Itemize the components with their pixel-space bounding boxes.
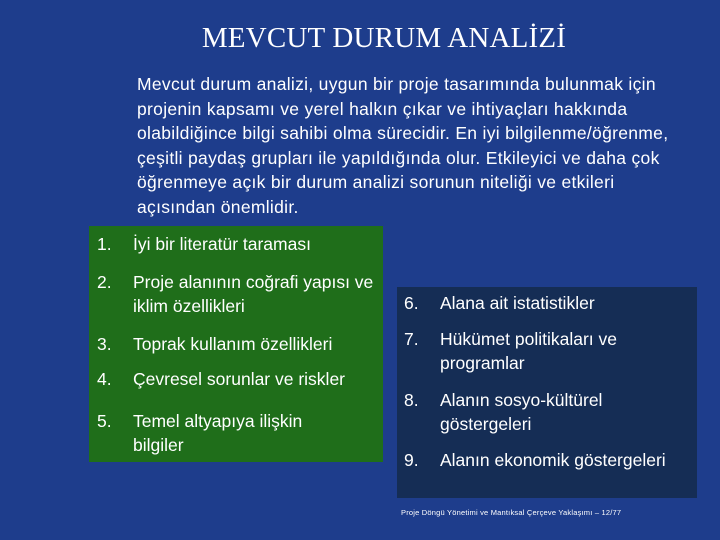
list-item: [97, 270, 377, 318]
list-item: [404, 291, 694, 315]
list-item-number: 9.: [404, 450, 419, 470]
list-item-text: Alana ait istatistikler: [440, 293, 595, 313]
list-item: [97, 332, 377, 356]
list-item-text: İyi bir literatür taraması: [133, 234, 311, 254]
slide-footer: Proje Döngü Yönetimi ve Mantıksal Çerçeve Yaklaşımı – 12/77: [401, 508, 622, 517]
list-item-text: Alanın sosyo-kültürel göstergeleri: [440, 390, 603, 434]
list-item-number: 3.: [97, 334, 112, 354]
slide-title: MEVCUT DURUM ANALİZİ: [201, 22, 567, 54]
list-item-text: Alanın ekonomik göstergeleri: [440, 450, 666, 470]
list-item-number: 7.: [404, 329, 419, 349]
list-item-text: Toprak kullanım özellikleri: [133, 334, 333, 354]
list-item: [404, 448, 694, 472]
list-item-number: 8.: [404, 390, 419, 410]
list-item-number: 4.: [97, 369, 112, 389]
list-item-text: Çevresel sorunlar ve riskler: [133, 369, 346, 389]
list-item: [97, 409, 337, 457]
list-item: [97, 367, 382, 391]
list-item: [404, 327, 694, 375]
list-item: [97, 232, 377, 256]
list-item-text: Hükümet politikaları ve programlar: [440, 329, 618, 373]
list-item-text: Proje alanının coğrafi yapısı ve iklim özellikleri: [133, 272, 374, 316]
list-item: [404, 388, 694, 436]
list-item-number: 6.: [404, 293, 419, 313]
list-item-number: 1.: [97, 234, 112, 254]
intro-paragraph: Mevcut durum analizi, uygun bir proje tasarımında bulunmak için projenin kapsamı ve yerel halkın çıkar ve ihtiyaçları hakkında olabildiğince bilgi sahibi olma sürecidir. En iyi bilgilenme/öğrenme, çeşitli paydaş grupları ile yapıldığında olur. Etkileyici ve daha çok öğrenmeye açık bir durum analizi sorunun niteliği ve etkileri açısından önemlidir.: [137, 74, 669, 217]
list-item-number: 5.: [97, 411, 112, 431]
list-item-text: Temel altyapıya ilişkin bilgiler: [133, 411, 303, 455]
list-item-number: 2.: [97, 272, 112, 292]
